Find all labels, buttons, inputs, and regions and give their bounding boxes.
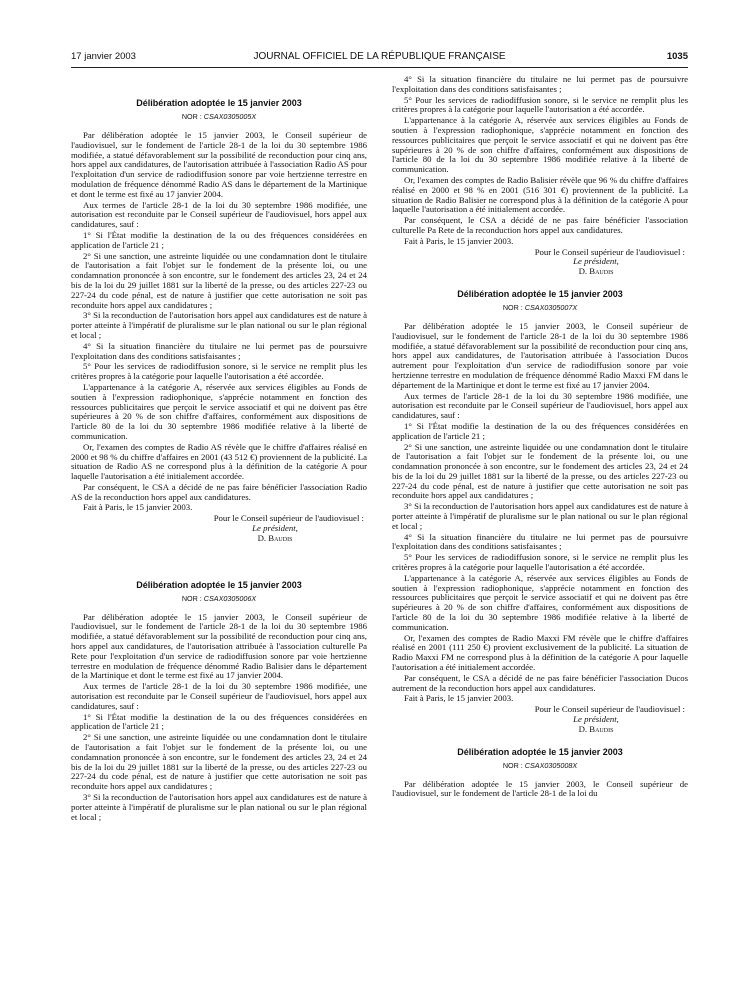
paragraph: Par délibération adoptée le 15 janvier 2003, le Conseil supérieur de l'audiovisuel, sur le fondement de l'article 28-1 de la loi du bbox=[392, 778, 688, 799]
signature-name: D. Baudis bbox=[578, 723, 614, 734]
deliberation-heading: Délibération adoptée le 15 janvier 2003 bbox=[136, 98, 302, 108]
deliberation-heading: Délibération adoptée le 15 janvier 2003 bbox=[457, 288, 623, 299]
paragraph: Par délibération adoptée le 15 janvier 2003, le Conseil supérieur de l'audiovisuel, sur le fondement de l'article 28-1 de la loi du 30 septembre 1986 modifiée, a statué défavorablement sur la possibilité de reconduction pour cinq ans, hors appel aux candidatures, de l'autorisation attribuée à l'association culturelle Pa Rete pour l'exploitation d'un service de radiodiffusion sonore par voie hertzienne terrestre en modulation de fréquence dénommé Radio Balisier dans le département de la Martinique et dont le terme est fixé au 17 janvier 2004. bbox=[71, 611, 367, 681]
nor-label: NOR : bbox=[502, 302, 523, 312]
signature-name: D. Baudis bbox=[257, 532, 293, 543]
signature-authority: Pour le Conseil supérieur de l'audiovisuel : bbox=[213, 513, 364, 524]
nor-reference bbox=[71, 112, 367, 121]
nor-reference bbox=[71, 594, 367, 603]
paragraph: 5° Pour les services de radiodiffusion sonore, si le service ne remplit plus les critères propres à la catégorie pour laquelle l'autorisation a été accordée. bbox=[71, 361, 367, 382]
paragraph: Fait à Paris, le 15 janvier 2003. bbox=[404, 235, 514, 246]
paragraph: 3° Si la reconduction de l'autorisation hors appel aux candidatures est de nature à porter atteinte à l'impératif de pluralisme sur le plan national ou sur le plan régional et local ; bbox=[71, 792, 367, 822]
running-head bbox=[71, 51, 688, 65]
section-gap bbox=[71, 544, 367, 580]
paragraph: 1° Si l'État modifie la destination de la ou des fréquences considérées en application de l'article 21 ; bbox=[71, 711, 367, 732]
paragraph: L'appartenance à la catégorie A, réservée aux services éligibles au Fonds de soutien à l'expression radiophonique, s'apprécie notamment en fonction des ressources publicitaires que perçoit le service associatif et qui ne doivent pas être supérieures à 20 % de son chiffre d'affaires, conformément aux dispositions de l'article 80 de la loi du 30 septembre 1986 modifiée relative à la liberté de communication. bbox=[71, 381, 367, 441]
nor-reference bbox=[392, 761, 688, 770]
nor-code: CSAX0305006X bbox=[203, 593, 257, 603]
header-title: JOURNAL OFFICIEL DE LA RÉPUBLIQUE FRANÇAISE bbox=[253, 51, 506, 62]
paragraph: 2° Si une sanction, une astreinte liquidée ou une condamnation dont le titulaire de l'autorisation a fait l'objet sur le fondement de la présente loi, ou une condamnation prononcée à son encontre, sur le fondement des articles 23, 24 et 24 bis de la loi du 29 juillet 1881 sur la liberté de la presse, ou des articles 227-23 ou 227-24 du code pénal, est de nature à justifier que cette autorisation ne soit pas reconduite hors appel aux candidatures ; bbox=[392, 441, 688, 501]
paragraph: Aux termes de l'article 28-1 de la loi du 30 septembre 1986 modifiée, une autorisation est reconduite par le Conseil supérieur de l'audiovisuel, hors appel aux candidatures, sauf : bbox=[392, 390, 688, 421]
signature-title: Le président, bbox=[573, 256, 619, 267]
signature-title: Le président, bbox=[573, 714, 619, 725]
deliberation-heading: Délibération adoptée le 15 janvier 2003 bbox=[457, 746, 623, 757]
paragraph: 1° Si l'État modifie la destination de la ou des fréquences considérées en application de l'article 21 ; bbox=[71, 229, 367, 250]
deliberation-1 bbox=[71, 98, 367, 544]
section-gap bbox=[392, 277, 688, 289]
paragraph: Or, l'examen des comptes de Radio Maxxi FM révèle que le chiffre d'affaires réalisé en 2001 (111 250 €) provient exclusivement de la publicité. La situation de Radio Maxxi FM ne correspond plus à la définition de la catégorie A pour laquelle l'autorisation a été initialement accordée. bbox=[392, 632, 688, 673]
paragraph: Or, l'examen des comptes de Radio AS révèle que le chiffre d'affaires réalisé en 2000 et 98 % du chiffre d'affaires en 2001 (43 512 €) proviennent de la publicité. La situation de Radio AS ne correspond plus à la définition de la catégorie A pour laquelle l'autorisation a été initialement accordée. bbox=[71, 441, 367, 482]
paragraph: 3° Si la reconduction de l'autorisation hors appel aux candidatures est de nature à porter atteinte à l'impératif de pluralisme sur le plan national ou sur le plan régional et local ; bbox=[71, 310, 367, 340]
paragraph: 2° Si une sanction, une astreinte liquidée ou une condamnation dont le titulaire de l'autorisation a fait l'objet sur le fondement de la présente loi, ou une condamnation prononcée à son encontre, sur le fondement des articles 23, 24 et 24 bis de la loi du 29 juillet 1881 sur la liberté de la presse, ou des articles 227-23 ou 227-24 du code pénal, est de nature à justifier que cette autorisation ne soit pas reconduite hors appel aux candidatures ; bbox=[71, 250, 367, 310]
left-column bbox=[71, 98, 367, 988]
paragraph: Par conséquent, le CSA a décidé de ne pas faire bénéficier l'association Ducos autrement de la reconduction hors appel aux candidatures. bbox=[392, 672, 688, 693]
signature-title: Le président, bbox=[252, 523, 298, 534]
signature-authority: Pour le Conseil supérieur de l'audiovisuel : bbox=[534, 246, 685, 257]
deliberation-2 bbox=[71, 580, 367, 823]
signature-authority: Pour le Conseil supérieur de l'audiovisuel : bbox=[534, 704, 685, 715]
right-column bbox=[392, 75, 688, 965]
paragraph: Fait à Paris, le 15 janvier 2003. bbox=[404, 693, 514, 704]
paragraph: 1° Si l'État modifie la destination de la ou des fréquences considérées en application de l'article 21 ; bbox=[392, 420, 688, 441]
paragraph: 4° Si la situation financière du titulaire ne lui permet pas de poursuivre l'exploitation dans des conditions satisfaisantes ; bbox=[71, 340, 367, 361]
signature-block bbox=[392, 248, 688, 277]
paragraph: 5° Pour les services de radiodiffusion sonore, si le service ne remplit plus les critères propres à la catégorie pour laquelle l'autorisation a été accordée. bbox=[392, 552, 688, 573]
nor-reference bbox=[392, 303, 688, 312]
paragraph: Par délibération adoptée le 15 janvier 2003, le Conseil supérieur de l'audiovisuel, sur le fondement de l'article 28-1 de la loi du 30 septembre 1986 modifiée, a statué défavorablement sur la possibilité de reconduction pour cinq ans, hors appel aux candidatures, de l'autorisation attribuée à l'association Radio AS pour l'exploitation d'un service de radiodiffusion sonore par voie hertzienne terrestre en modulation de fréquence dénommé Radio AS dans le département de la Martinique et dont le terme est fixé au 17 janvier 2004. bbox=[71, 130, 367, 199]
header-page-number: 1035 bbox=[666, 51, 688, 62]
paragraph: Aux termes de l'article 28-1 de la loi du 30 septembre 1986 modifiée, une autorisation est reconduite par le Conseil supérieur de l'audiovisuel, hors appel aux candidatures, sauf : bbox=[71, 681, 367, 711]
paragraph: L'appartenance à la catégorie A, réservée aux services éligibles au Fonds de soutien à l'expression radiophonique, s'apprécie notamment en fonction des ressources publicitaires que perçoit le service associatif et qui ne doivent pas être supérieures à 20 % de son chiffre d'affaires, conformément aux dispositions de l'article 80 de la loi du 30 septembre 1986 modifiée relative à la liberté de communication. bbox=[392, 572, 688, 632]
paragraph: Par conséquent, le CSA a décidé de ne pas faire bénéficier l'association Radio AS de la reconduction hors appel aux candidatures. bbox=[71, 481, 367, 502]
paragraph: 4° Si la situation financière du titulaire ne lui permet pas de poursuivre l'exploitation dans des conditions satisfaisantes ; bbox=[392, 75, 688, 94]
paragraph: Aux termes de l'article 28-1 de la loi du 30 septembre 1986 modifiée, une autorisation est reconduite par le Conseil supérieur de l'audiovisuel, hors appel aux candidatures, sauf : bbox=[71, 199, 367, 230]
paragraph: 4° Si la situation financière du titulaire ne lui permet pas de poursuivre l'exploitation dans des conditions satisfaisantes ; bbox=[392, 531, 688, 552]
deliberation-3 bbox=[392, 289, 688, 735]
paragraph: Par conséquent, le CSA a décidé de ne pas faire bénéficier l'association culturelle Pa Rete de la reconduction hors appel aux candidatures. bbox=[392, 215, 688, 235]
signature-block bbox=[71, 514, 367, 543]
nor-label: NOR : bbox=[502, 760, 523, 770]
section-gap bbox=[392, 735, 688, 747]
deliberation-heading: Délibération adoptée le 15 janvier 2003 bbox=[136, 579, 302, 590]
nor-code: CSAX0305008X bbox=[524, 760, 578, 770]
signature-block bbox=[392, 705, 688, 734]
nor-code: CSAX0305005X bbox=[203, 112, 257, 121]
paragraph: 2° Si une sanction, une astreinte liquidée ou une condamnation dont le titulaire de l'autorisation a fait l'objet sur le fondement de la présente loi, ou une condamnation prononcée à son encontre, sur le fondement des articles 23, 24 et 24 bis de la loi du 29 juillet 1881 sur la liberté de la presse, ou des articles 227-23 ou 227-24 du code pénal, est de nature à justifier que cette autorisation ne soit pas reconduite hors appel aux candidatures ; bbox=[71, 732, 367, 792]
deliberation-4 bbox=[392, 747, 688, 800]
paragraph: Or, l'examen des comptes de Radio Balisier révèle que 96 % du chiffre d'affaires réalisé en 2000 et 98 % en 2001 (516 301 €) proviennent de la publicité. La situation de Radio Balisier ne correspond plus à la définition de la catégorie A pour laquelle l'autorisation a été initialement accordée. bbox=[392, 174, 688, 215]
nor-code: CSAX0305007X bbox=[524, 302, 578, 312]
signature-name: D. Baudis bbox=[578, 266, 614, 277]
header-rule bbox=[71, 67, 688, 68]
paragraph: 3° Si la reconduction de l'autorisation hors appel aux candidatures est de nature à porter atteinte à l'impératif de pluralisme sur le plan national ou sur le plan régional et local ; bbox=[392, 501, 688, 531]
paragraph: 5° Pour les services de radiodiffusion sonore, si le service ne remplit plus les critères propres à la catégorie pour laquelle l'autorisation a été accordée. bbox=[392, 94, 688, 115]
nor-label: NOR : bbox=[181, 593, 202, 603]
header-date: 17 janvier 2003 bbox=[71, 51, 136, 62]
paragraph: L'appartenance à la catégorie A, réservée aux services éligibles au Fonds de soutien à l'expression radiophonique, s'apprécie notamment en fonction des ressources publicitaires que perçoit le service associatif et qui ne doivent pas être supérieures à 20 % de son chiffre d'affaires, conformément aux dispositions de l'article 80 de la loi du 30 septembre 1986 modifiée relative à la liberté de communication. bbox=[392, 115, 688, 175]
paragraph: Fait à Paris, le 15 janvier 2003. bbox=[83, 502, 193, 513]
paragraph: Par délibération adoptée le 15 janvier 2003, le Conseil supérieur de l'audiovisuel, sur le fondement de l'article 28-1 de la loi du 30 septembre 1986 modifiée, a statué défavorablement sur la possibilité de reconduction pour cinq ans, hors appel aux candidatures, de l'autorisation attribuée à l'association Ducos autrement pour l'exploitation d'un service de radiodiffusion sonore par voie hertzienne terrestre en modulation de fréquence dénommé Radio Maxxi FM dans le département de la Martinique et dont le terme est fixé au 17 janvier 2004. bbox=[392, 320, 688, 390]
nor-label: NOR : bbox=[181, 112, 202, 121]
